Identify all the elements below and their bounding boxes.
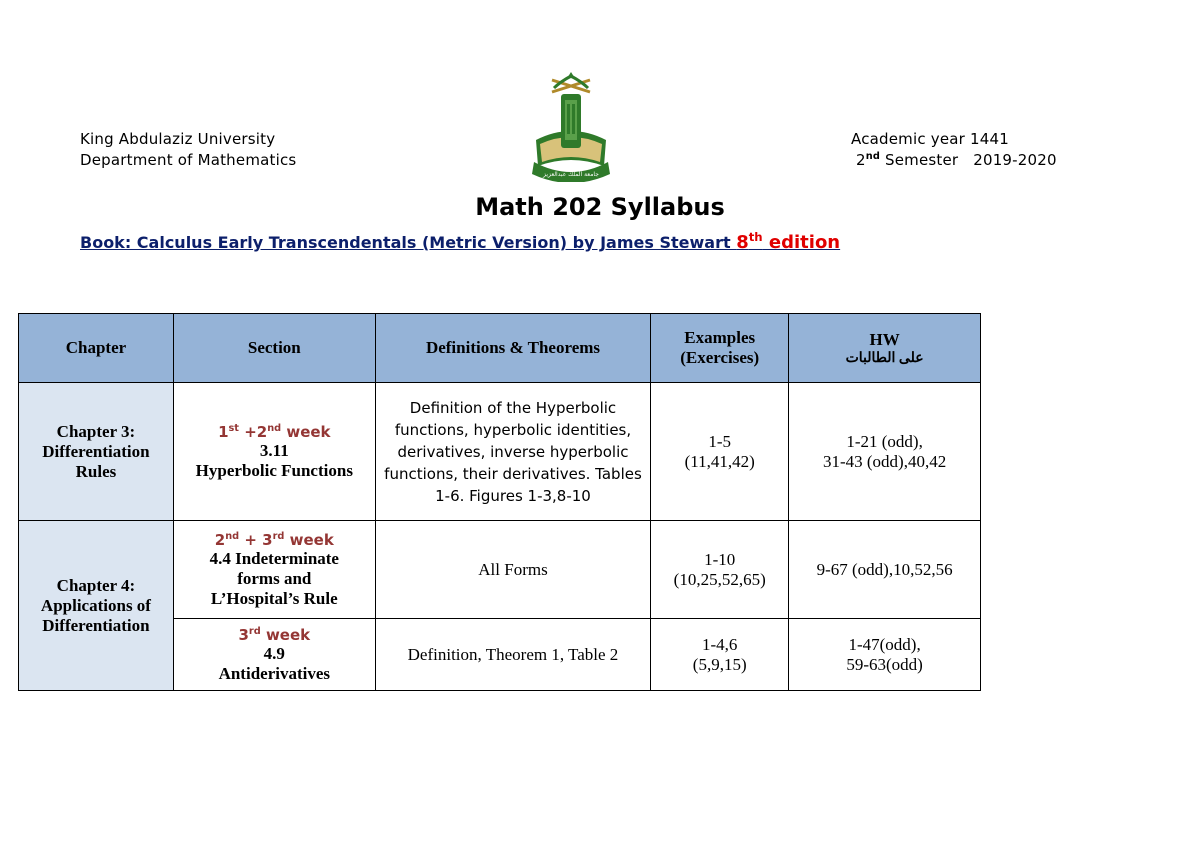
chapter-cell: Chapter 4: Applications of Differentiation xyxy=(19,521,174,691)
university-name: King Abdulaziz University xyxy=(80,130,276,148)
section-cell: 3rd week 4.9 Antiderivatives xyxy=(173,619,375,691)
week-label: 2nd + 3rd week xyxy=(214,530,334,549)
header-right xyxy=(851,129,1057,171)
definitions-cell: Definition, Theorem 1, Table 2 xyxy=(375,619,651,691)
examples-cell: 1-5 (11,41,42) xyxy=(651,383,789,521)
header-chapter: Chapter xyxy=(19,314,174,383)
syllabus-table xyxy=(18,313,981,691)
header-section: Section xyxy=(173,314,375,383)
hw-cell: 9-67 (odd),10,52,56 xyxy=(789,521,981,619)
academic-year: Academic year 1441 xyxy=(851,130,1009,148)
examples-cell: 1-10 (10,25,52,65) xyxy=(651,521,789,619)
hw-cell: 1-21 (odd), 31-43 (odd),40,42 xyxy=(789,383,981,521)
examples-cell: 1-4,6 (5,9,15) xyxy=(651,619,789,691)
section-cell: 1st +2nd week 3.11 Hyperbolic Functions xyxy=(173,383,375,521)
header-left xyxy=(80,129,296,171)
university-emblem-icon xyxy=(530,70,612,182)
table-header-row xyxy=(19,314,981,383)
semester: 2nd Semester 2019-2020 xyxy=(855,151,1057,169)
header-examples: Examples (Exercises) xyxy=(651,314,789,383)
table-row xyxy=(19,521,981,619)
definitions-cell: All Forms xyxy=(375,521,651,619)
week-label: 1st +2nd week xyxy=(218,422,331,441)
page-title: Math 202 Syllabus xyxy=(475,193,725,221)
table-row xyxy=(19,383,981,521)
chapter-cell: Chapter 3: Differentiation Rules xyxy=(19,383,174,521)
department-name: Department of Mathematics xyxy=(80,151,297,169)
hw-cell: 1-47(odd), 59-63(odd) xyxy=(789,619,981,691)
header-hw: HW على الطالبات xyxy=(789,314,981,383)
section-cell: 2nd + 3rd week 4.4 Indeterminate forms and L’Hospital’s Rule xyxy=(173,521,375,619)
week-label: 3rd week xyxy=(238,625,311,644)
book-reference: Book: Calculus Early Transcendentals (Metric Version) by James Stewart 8th edition xyxy=(80,230,841,253)
definitions-cell: Definition of the Hyperbolic functions, hyperbolic identities, derivatives, inverse hyperbolic functions, their derivatives. Tables 1-6. Figures 1-3,8-10 xyxy=(375,383,651,521)
emblem-text: جامعة الملك عبدالعزيز xyxy=(543,171,599,178)
header-definitions: Definitions & Theorems xyxy=(375,314,651,383)
